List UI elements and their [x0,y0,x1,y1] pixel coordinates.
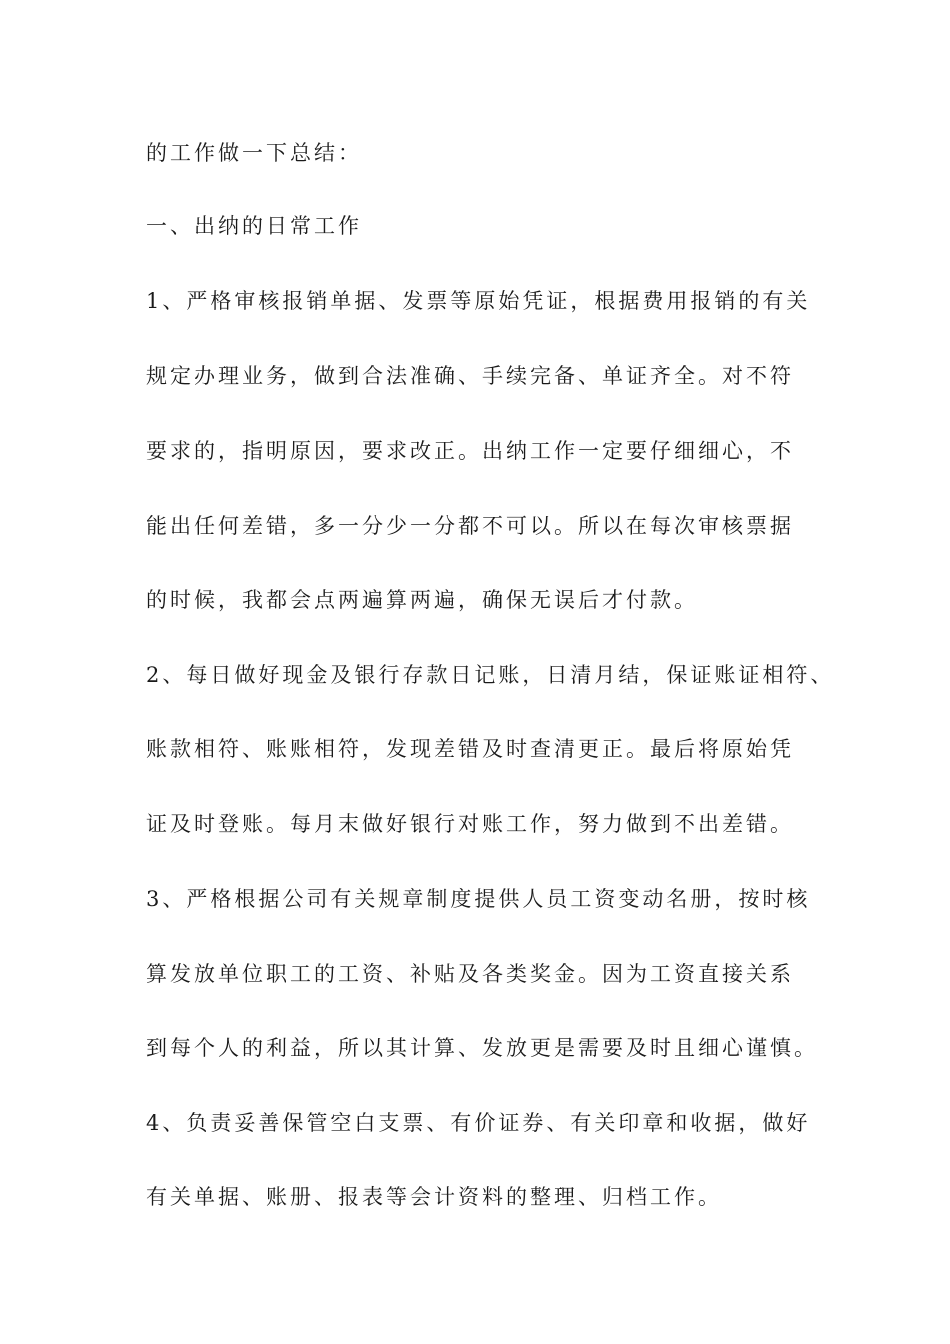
text-line: 要求的，指明原因，要求改正。出纳工作一定要仔细细心，不 [146,439,794,463]
section-heading-cashier-daily-work: 一、出纳的日常工作 [146,214,362,238]
text-line: 2、每日做好现金及银行存款日记账，日清月结，保证账证相符、 [146,663,835,687]
text-line: 证及时登账。每月末做好银行对账工作，努力做到不出差错。 [146,812,794,836]
text-line: 3、严格根据公司有关规章制度提供人员工资变动名册，按时核 [146,887,811,911]
text-line: 1、严格审核报销单据、发票等原始凭证，根据费用报销的有关 [146,289,811,313]
text-line-intro: 的工作做一下总结： [146,141,362,165]
text-line: 有关单据、账册、报表等会计资料的整理、归档工作。 [146,1185,722,1209]
text-line: 算发放单位职工的工资、补贴及各类奖金。因为工资直接关系 [146,962,794,986]
text-line: 4、负责妥善保管空白支票、有价证券、有关印章和收据，做好 [146,1111,811,1135]
text-line: 到每个人的利益，所以其计算、发放更是需要及时且细心谨慎。 [146,1036,818,1060]
text-line: 规定办理业务，做到合法准确、手续完备、单证齐全。对不符 [146,364,794,388]
text-line: 的时候，我都会点两遍算两遍，确保无误后才付款。 [146,588,698,612]
text-line: 能出任何差错，多一分少一分都不可以。所以在每次审核票据 [146,514,794,538]
text-line: 账款相符、账账相符，发现差错及时查清更正。最后将原始凭 [146,737,794,761]
